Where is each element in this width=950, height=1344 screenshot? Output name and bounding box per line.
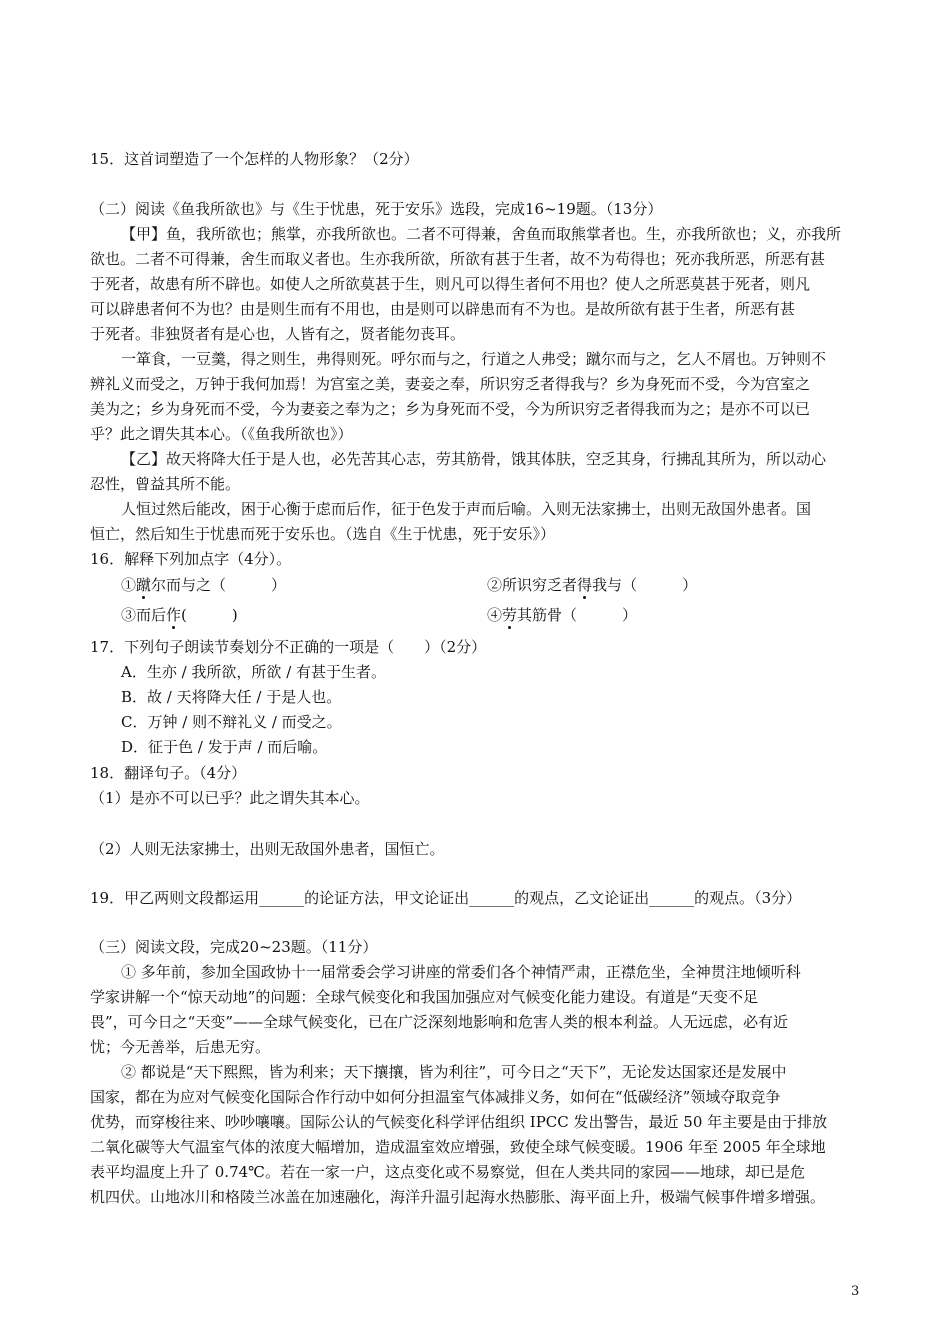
passage-3-line: 表平均温度上升了 0.74℃。若在一家一户，这点变化或不易察觉，但在人类共同的家园——地球，却已是危 — [90, 1163, 805, 1181]
item-text: 其筋骨 — [517, 606, 563, 624]
section-3-header: （三）阅读文段，完成20~23题。（11分） — [90, 938, 378, 956]
passage-jia-line: 辨礼义而受之，万钟于我何加焉！为宫室之美，妻妾之奉，所识穷乏者得我与？乡为身死而不受，今为宫室之 — [90, 375, 811, 393]
section-2-header: （二）阅读《鱼我所欲也》与《生于忧患，死于安乐》选段，完成16~19题。（13分） — [90, 200, 663, 218]
question-15: 15．这首词塑造了一个怎样的人物形象？（2分） — [90, 150, 419, 168]
passage-3-line: 学家讲解一个“惊天动地”的问题：全球气候变化和我国加强应对气候变化能力建设。有道是“天变不足 — [90, 988, 759, 1006]
question-18-item-2: （2）人则无法家拂士，出则无敌国外患者，国恒亡。 — [90, 840, 445, 858]
passage-jia-line: 可以辟患者何不为也？由是则生而有不用也，由是则可以辟患而有不为也。是故所欲有甚于生者，所恶有甚 — [90, 300, 796, 318]
passage-jia-line: 一箪食，一豆羹，得之则生，弗得则死。呼尔而与之，行道之人弗受；蹴尔而与之，乞人不屑也。万钟则不 — [121, 350, 827, 368]
question-17-option[interactable]: C．万钟 / 则不辩礼义 / 而受之。 — [121, 713, 342, 731]
question-17-option[interactable]: D．征于色 / 发于声 / 而后喻。 — [121, 738, 328, 756]
passage-jia-line: 于死者，故患有所不辟也。如使人之所欲莫甚于生，则凡可以得生者何不用也？使人之所恶莫甚于死者，则凡 — [90, 275, 811, 293]
passage-yi-line: 人恒过然后能改，困于心衡于虑而后作，征于色发于声而后喻。入则无法家拂士，出则无敌国外患者。国 — [121, 500, 812, 518]
passage-3-line: ② 都说是“天下熙熙，皆为利来；天下攘攘，皆为利往”，可今日之“天下”，无论发达国家还是发展中 — [121, 1063, 787, 1081]
answer-blank[interactable]: （ ） — [622, 576, 698, 594]
passage-jia-line: 【甲】鱼，我所欲也；熊掌，亦我所欲也。二者不可得兼，舍鱼而取熊掌者也。生，亦我所欲也；义，亦我所 — [121, 225, 842, 243]
passage-jia-line: 美为之；乡为身死而不受，今为妻妾之奉为之；乡为身死而不受，今为所识穷乏者得我而为之；是亦不可以已 — [90, 400, 811, 418]
passage-yi-line: 忍性，曾益其所不能。 — [90, 475, 241, 493]
dotted-character: 作 — [166, 606, 182, 624]
item-number: ② — [487, 576, 503, 594]
question-18-stem: 18．翻译句子。（4分） — [90, 764, 247, 782]
dotted-character: 劳 — [502, 606, 518, 624]
dotted-character: 蹴 — [136, 576, 152, 594]
item-number: ③ — [121, 606, 137, 624]
question-18-item-1: （1）是亦不可以已乎？此之谓失其本心。 — [90, 789, 370, 807]
passage-3-line: 优势，而穿梭往来、吵吵嚷嚷。国际公认的气候变化科学评估组织 IPCC 发出警告，最近 50 年主要是由于排放 — [90, 1113, 828, 1131]
answer-blank[interactable]: （ ） — [211, 576, 287, 594]
passage-3-line: 忧；今无善举，后患无穷。 — [90, 1038, 271, 1056]
passage-3-line: ① 多年前，参加全国政协十一届常委会学习讲座的常委们各个神情严肃，正襟危坐，全神贯注地倾听科 — [121, 963, 801, 981]
question-17-stem: 17．下列句子朗读节奏划分不正确的一项是（ ）（2分） — [90, 638, 487, 656]
passage-yi-line: 【乙】故天将降大任于是人也，必先苦其心志，劳其筋骨，饿其体肤，空乏其身，行拂乱其所为，所以动心 — [121, 450, 827, 468]
passage-jia-line: 于死者。非独贤者有是心也，人皆有之，贤者能勿丧耳。 — [90, 325, 466, 343]
question-16-stem: 16．解释下列加点字（4分）。 — [90, 550, 292, 568]
question-17-option[interactable]: A．生亦 / 我所欲，所欲 / 有甚于生者。 — [121, 663, 387, 681]
item-text: 我与 — [592, 576, 623, 594]
item-number: ④ — [487, 606, 503, 624]
passage-3-line: 二氧化碳等大气温室气体的浓度大幅增加，造成温室效应增强，致使全球气候变暖。1906 年至 2005 年全球地 — [90, 1138, 826, 1156]
item-text: 而后 — [136, 606, 167, 624]
answer-blank[interactable]: ( ) — [181, 606, 238, 624]
question-19: 19．甲乙两则文段都运用______的论证方法，甲文论证出______的观点，乙文论证出______的观点。（3分） — [90, 889, 802, 907]
passage-yi-line: 恒亡，然后知生于忧患而死于安乐也。（选自《生于忧患，死于安乐》） — [90, 525, 556, 543]
answer-blank[interactable]: （ ） — [562, 606, 638, 624]
question-16-item-4 — [487, 604, 950, 626]
page-number: 3 — [851, 1284, 860, 1299]
item-text: 所识穷乏者 — [502, 576, 578, 594]
passage-3-line: 畏”，可今日之“天变”——全球气候变化，已在广泛深刻地影响和危害人类的根本利益。人无远虑，必有近 — [90, 1013, 789, 1031]
item-number: ① — [121, 576, 137, 594]
passage-3-line: 国家，都在为应对气候变化国际合作行动中如何分担温室气体减排义务，如何在“低碳经济”领域夺取竞争 — [90, 1088, 781, 1106]
item-text: 尔而与之 — [151, 576, 212, 594]
passage-3-line: 机四伏。山地冰川和格陵兰冰盖在加速融化，海洋升温引起海水热膨胀、海平面上升，极端气候事件增多增强。 — [90, 1188, 826, 1206]
question-17-option[interactable]: B．故 / 天将降大任 / 于是人也。 — [121, 688, 342, 706]
question-16-item-2 — [487, 574, 950, 596]
dotted-character: 得 — [577, 576, 593, 594]
passage-jia-line: 乎？此之谓失其本心。（《鱼我所欲也》） — [90, 425, 353, 443]
passage-jia-line: 欲也。二者不可得兼，舍生而取义者也。生亦我所欲，所欲有甚于生者，故不为苟得也；死亦我所恶，所恶有甚 — [90, 250, 826, 268]
